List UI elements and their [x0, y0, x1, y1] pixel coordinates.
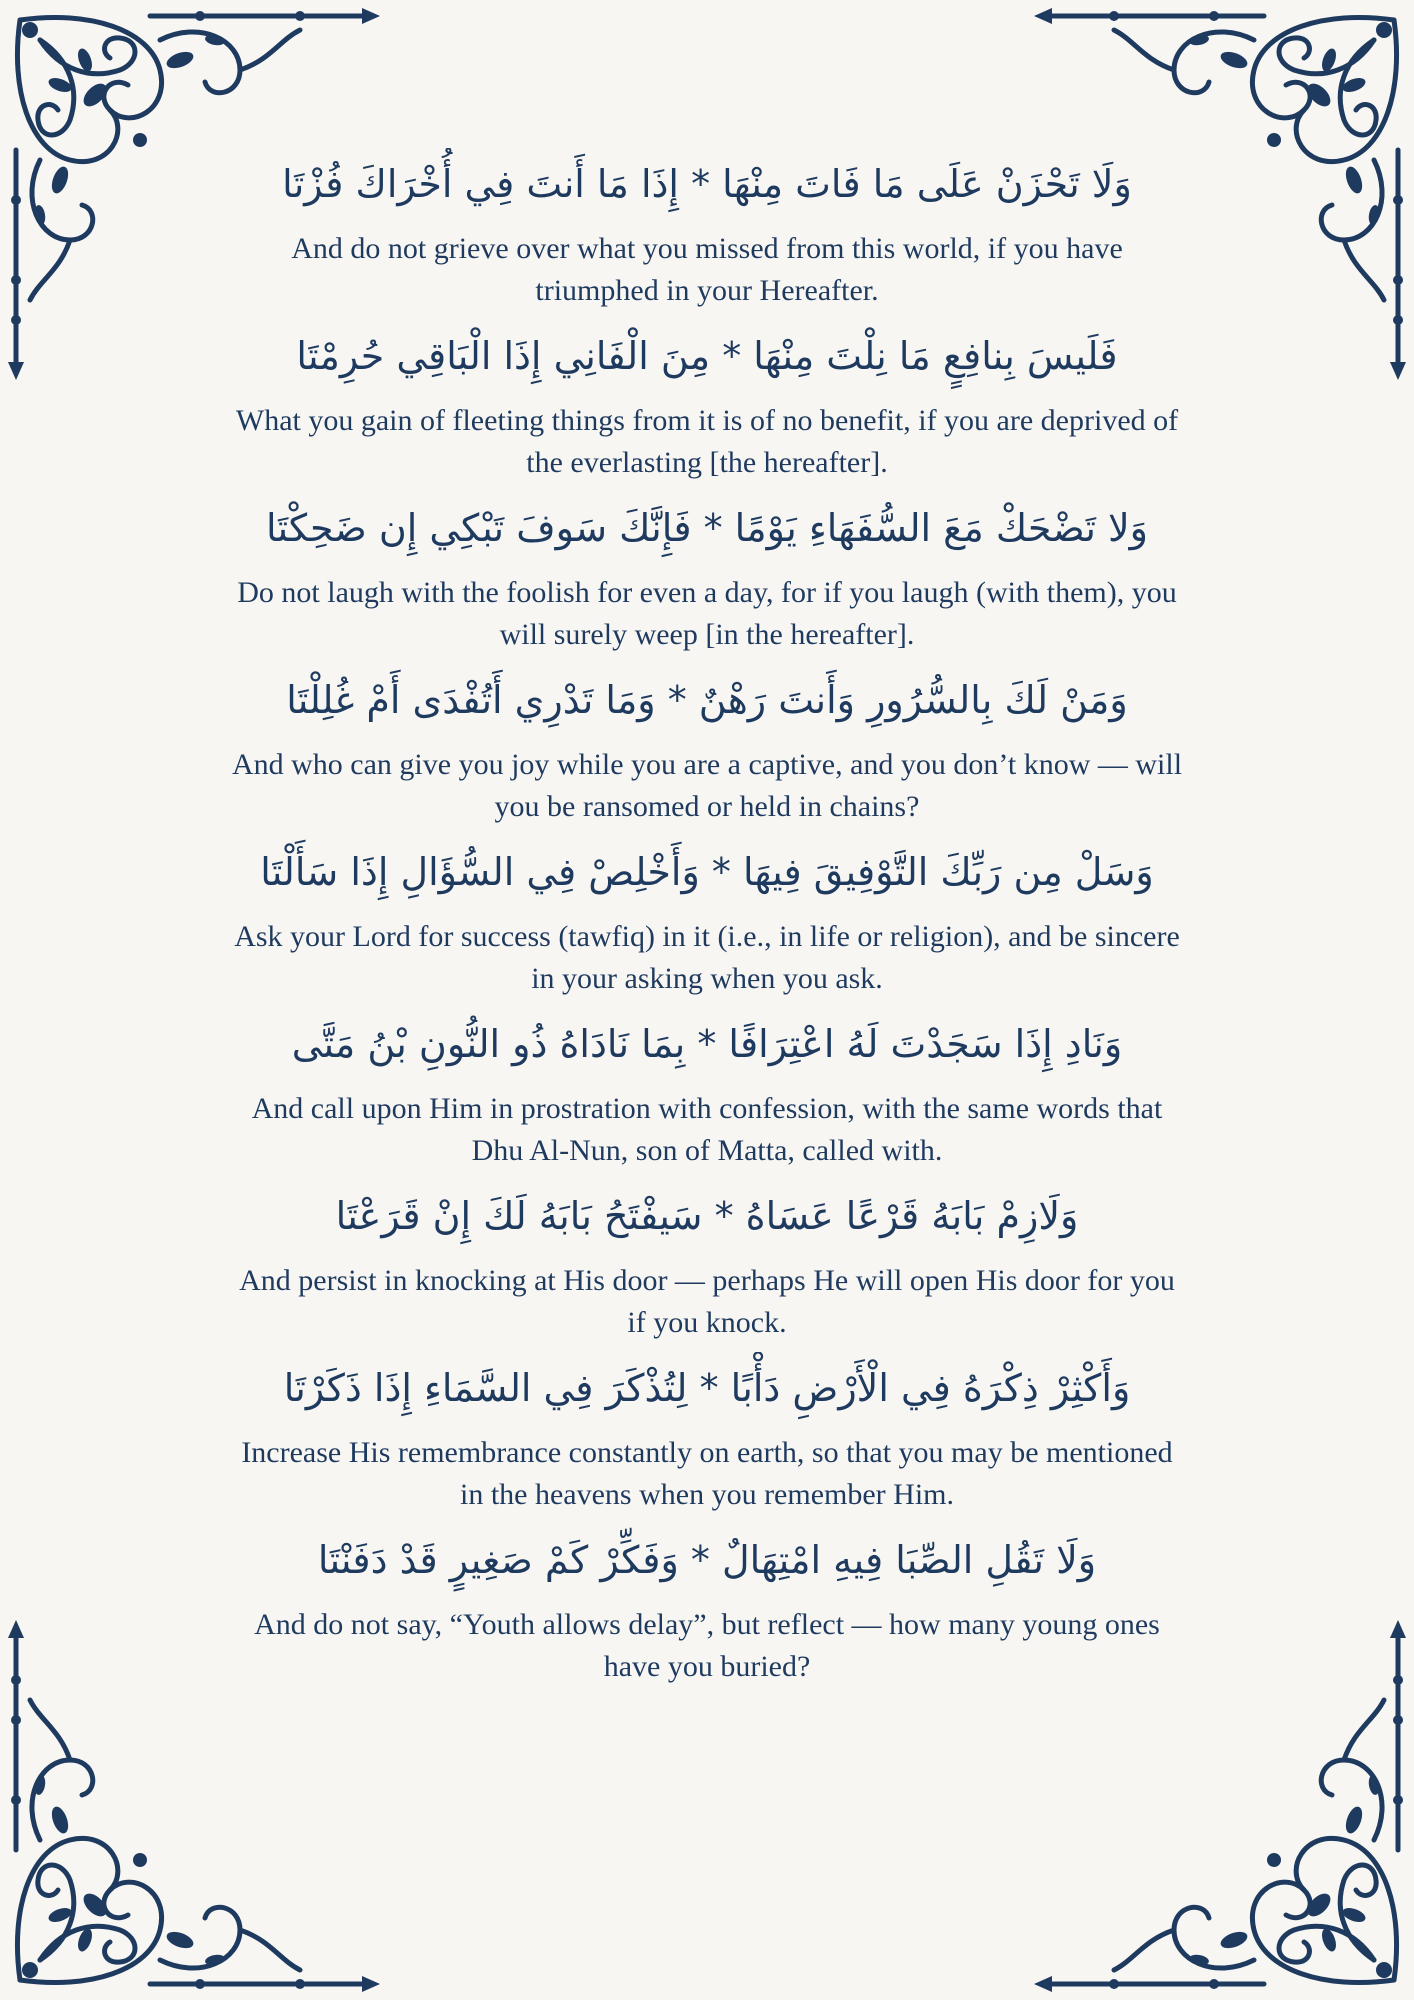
arabic-verse-line: وَسَلْ مِن رَبِّكَ التَّوْفِيقَ فِيهَا * وَأَخْلِصْ فِي السُّؤَالِ إِذَا سَأَلْتَا	[260, 850, 1154, 894]
arabic-verse-line: وَأَكْثِرْ ذِكْرَهُ فِي الْأَرْضِ دَأْبًا * لِتُذْكَرَ فِي السَّمَاءِ إِذَا ذَكَرْتَا	[283, 1366, 1131, 1410]
english-translation: And call upon Him in prostration with confession, with the same words that Dhu Al-Nun, son of Matta, called with.	[251, 1092, 1163, 1167]
english-translation: And persist in knocking at His door — perhaps He will open His door for you if you knock.	[239, 1264, 1175, 1339]
verse	[190, 664, 1224, 836]
english-translation: Ask your Lord for success (tawfiq) in it (i.e., in life or religion), and be sincere in your asking when you ask.	[234, 920, 1180, 995]
verse	[190, 1180, 1224, 1352]
english-translation: And who can give you joy while you are a captive, and you don’t know — will you be ransomed or held in chains?	[231, 748, 1183, 823]
arabic-verse-line: وَلَا تَقُلِ الصِّبَا فِيهِ امْتِهَالٌ * وَفَكِّرْ كَمْ صَغِيرٍ قَدْ دَفَنْتَا	[317, 1538, 1097, 1582]
english-translation: Increase His remembrance constantly on earth, so that you may be mentioned in the heavens when you remember Him.	[241, 1436, 1173, 1511]
english-translation: Do not laugh with the foolish for even a day, for if you laugh (with them), you will surely weep [in the hereafter].	[237, 576, 1177, 651]
verse	[190, 320, 1224, 492]
arabic-verse-line: وَنَادِ إِذَا سَجَدْتَ لَهُ اعْتِرَافًا * بِمَا نَادَاهُ ذُو النُّونِ بْنُ مَتَّى	[291, 1022, 1123, 1066]
verse	[190, 1524, 1224, 1696]
arabic-verse-line: وَلَازِمْ بَابَهُ قَرْعًا عَسَاهُ * سَيفْتَحُ بَابَهُ لَكَ إِنْ قَرَعْتَا	[335, 1194, 1079, 1238]
verse	[190, 1352, 1224, 1524]
arabic-verse-line: وَلَا تَحْزَنْ عَلَى مَا فَاتَ مِنْهَا * إِذَا مَا أَنتَ فِي أُخْرَاكَ فُزْتَا	[282, 162, 1132, 206]
poem-body	[190, 148, 1224, 1696]
verse	[190, 492, 1224, 664]
english-translation: And do not grieve over what you missed from this world, if you have triumphed in your Hereafter.	[291, 232, 1123, 307]
verse	[190, 1008, 1224, 1180]
english-translation: And do not say, “Youth allows delay”, but reflect — how many young ones have you buried?	[254, 1608, 1160, 1683]
verse	[190, 836, 1224, 1008]
arabic-verse-line: وَلا تَضْحَكْ مَعَ السُّفَهَاءِ يَوْمًا * فَإِنَّكَ سَوفَ تَبْكِي إِن ضَحِكْتَا	[265, 506, 1149, 550]
verse	[190, 148, 1224, 320]
arabic-verse-line: وَمَنْ لَكَ بِالسُّرُورِ وَأَنتَ رَهْنٌ * وَمَا تَدْرِي أَتُفْدَى أَمْ غُلِلْتَا	[286, 678, 1128, 722]
english-translation: What you gain of fleeting things from it is of no benefit, if you are deprived of the everlasting [the hereafter].	[235, 404, 1179, 479]
arabic-verse-line: فَلَيسَ بِنافِعٍ مَا نِلْتَ مِنْهَا * مِنَ الْفَانِي إِذَا الْبَاقِي حُرِمْتَا	[296, 334, 1118, 378]
